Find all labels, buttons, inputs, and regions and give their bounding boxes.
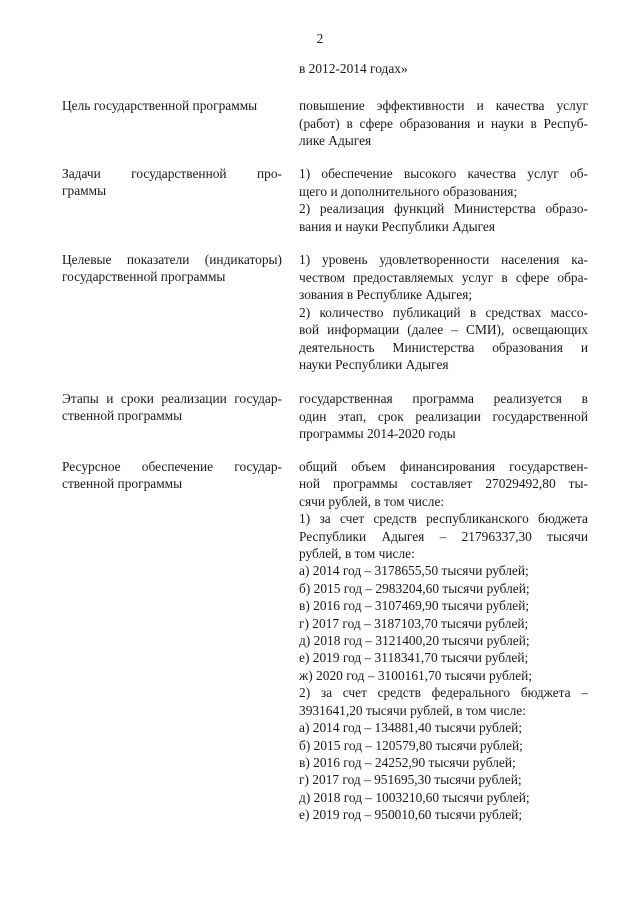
value-line: 3931641,20 тысячи рублей, в том числе: xyxy=(299,702,526,718)
value-line: 1) обеспечение высокого качества услуг об- xyxy=(299,166,588,181)
value-line: (работ) в сфере образования и науки в Респуб- xyxy=(299,115,588,131)
funding-line-regional-2020: ж) 2020 год – 3100161,70 тысячи рублей; xyxy=(299,667,533,683)
row-value xyxy=(299,165,588,235)
value-line: вой информации (далее – СМИ), освещающих xyxy=(299,322,588,337)
value-line: лике Адыгея xyxy=(299,133,372,148)
funding-line-regional-2016: в) 2016 год – 3107469,90 тысячи рублей; xyxy=(299,598,530,614)
funding-line-regional-2018: д) 2018 год – 3121400,20 тысячи рублей; xyxy=(299,633,530,649)
funding-line-federal-2016: в) 2016 год – 24252,90 тысячи рублей; xyxy=(299,754,516,770)
value-line: 2) количество публикаций в средствах массо- xyxy=(299,304,588,320)
value-line: ной программы составляет 27029492,80 ты- xyxy=(299,476,588,492)
row-value xyxy=(299,390,588,443)
row-label xyxy=(62,251,282,285)
value-line: общий объем финансирования государствен- xyxy=(299,459,588,474)
value-line: государственная программа реализуется в xyxy=(299,391,588,406)
value-line: 1) за счет средств республиканского бюджета xyxy=(299,511,588,527)
label-line: государственной программы xyxy=(62,269,226,284)
funding-line-regional-2015: б) 2015 год – 2983204,60 тысячи рублей; xyxy=(299,580,530,596)
label-line: Ресурсное обеспечение государ- xyxy=(62,459,282,474)
funding-line-regional-2019: е) 2019 год – 3118341,70 тысячи рублей; xyxy=(299,650,529,666)
funding-line-federal-2015: б) 2015 год – 120579,80 тысячи рублей; xyxy=(299,737,523,753)
label-line: Целевые показатели (индикаторы) xyxy=(62,252,282,267)
row-value xyxy=(299,97,588,150)
value-line: деятельность Министерства образования и xyxy=(299,339,588,355)
program-title-tail: в 2012-2014 годах» xyxy=(299,61,408,76)
row-label xyxy=(62,165,282,199)
funding-line-regional-2014: а) 2014 год – 3178655,50 тысячи рублей; xyxy=(299,563,529,579)
value-line: зования в Республике Адыгея; xyxy=(299,287,473,302)
label-line: ственной программы xyxy=(62,476,183,491)
value-line: повышение эффективности и качества услуг xyxy=(299,98,588,113)
value-line: Республики Адыгея – 21796337,30 тысячи xyxy=(299,528,588,544)
page-number: 2 xyxy=(316,31,324,46)
label-line: Цель государственной программы xyxy=(62,98,258,113)
label-line: ственной программы xyxy=(62,408,183,423)
funding-line-federal-2017: г) 2017 год – 951695,30 тысячи рублей; xyxy=(299,772,522,788)
row-label xyxy=(62,97,282,114)
value-line: науки Республики Адыгея xyxy=(299,357,449,372)
value-line: чеством предоставляемых услуг в сфере обра- xyxy=(299,269,588,285)
value-line: один этап, срок реализации государственной xyxy=(299,408,588,424)
row-value xyxy=(299,251,588,374)
label-line: Задачи государственной про- xyxy=(62,166,282,181)
row-value xyxy=(299,458,588,824)
value-line: программы 2014-2020 годы xyxy=(299,426,456,441)
value-line: 2) реализация функций Министерства образо- xyxy=(299,201,588,216)
value-line: сячи рублей, в том числе: xyxy=(299,493,445,509)
funding-line-regional-2017: г) 2017 год – 3187103,70 тысячи рублей; xyxy=(299,615,529,631)
funding-line-federal-2019: е) 2019 год – 950010,60 тысячи рублей; xyxy=(299,807,523,823)
row-label xyxy=(62,390,282,424)
label-line: граммы xyxy=(62,183,107,198)
funding-line-federal-2018: д) 2018 год – 1003210,60 тысячи рублей; xyxy=(299,789,530,805)
value-line: 2) за счет средств федерального бюджета – xyxy=(299,685,588,701)
funding-line-federal-2014: а) 2014 год – 134881,40 тысячи рублей; xyxy=(299,720,523,736)
label-line: Этапы и сроки реализации государ- xyxy=(62,391,282,406)
value-line: щего и дополнительного образования; xyxy=(299,183,518,199)
value-line: рублей, в том числе: xyxy=(299,546,415,562)
value-line: вания и науки Республики Адыгея xyxy=(299,218,496,234)
row-label xyxy=(62,458,282,492)
value-line: 1) уровень удовлетворенности населения ка- xyxy=(299,252,588,267)
